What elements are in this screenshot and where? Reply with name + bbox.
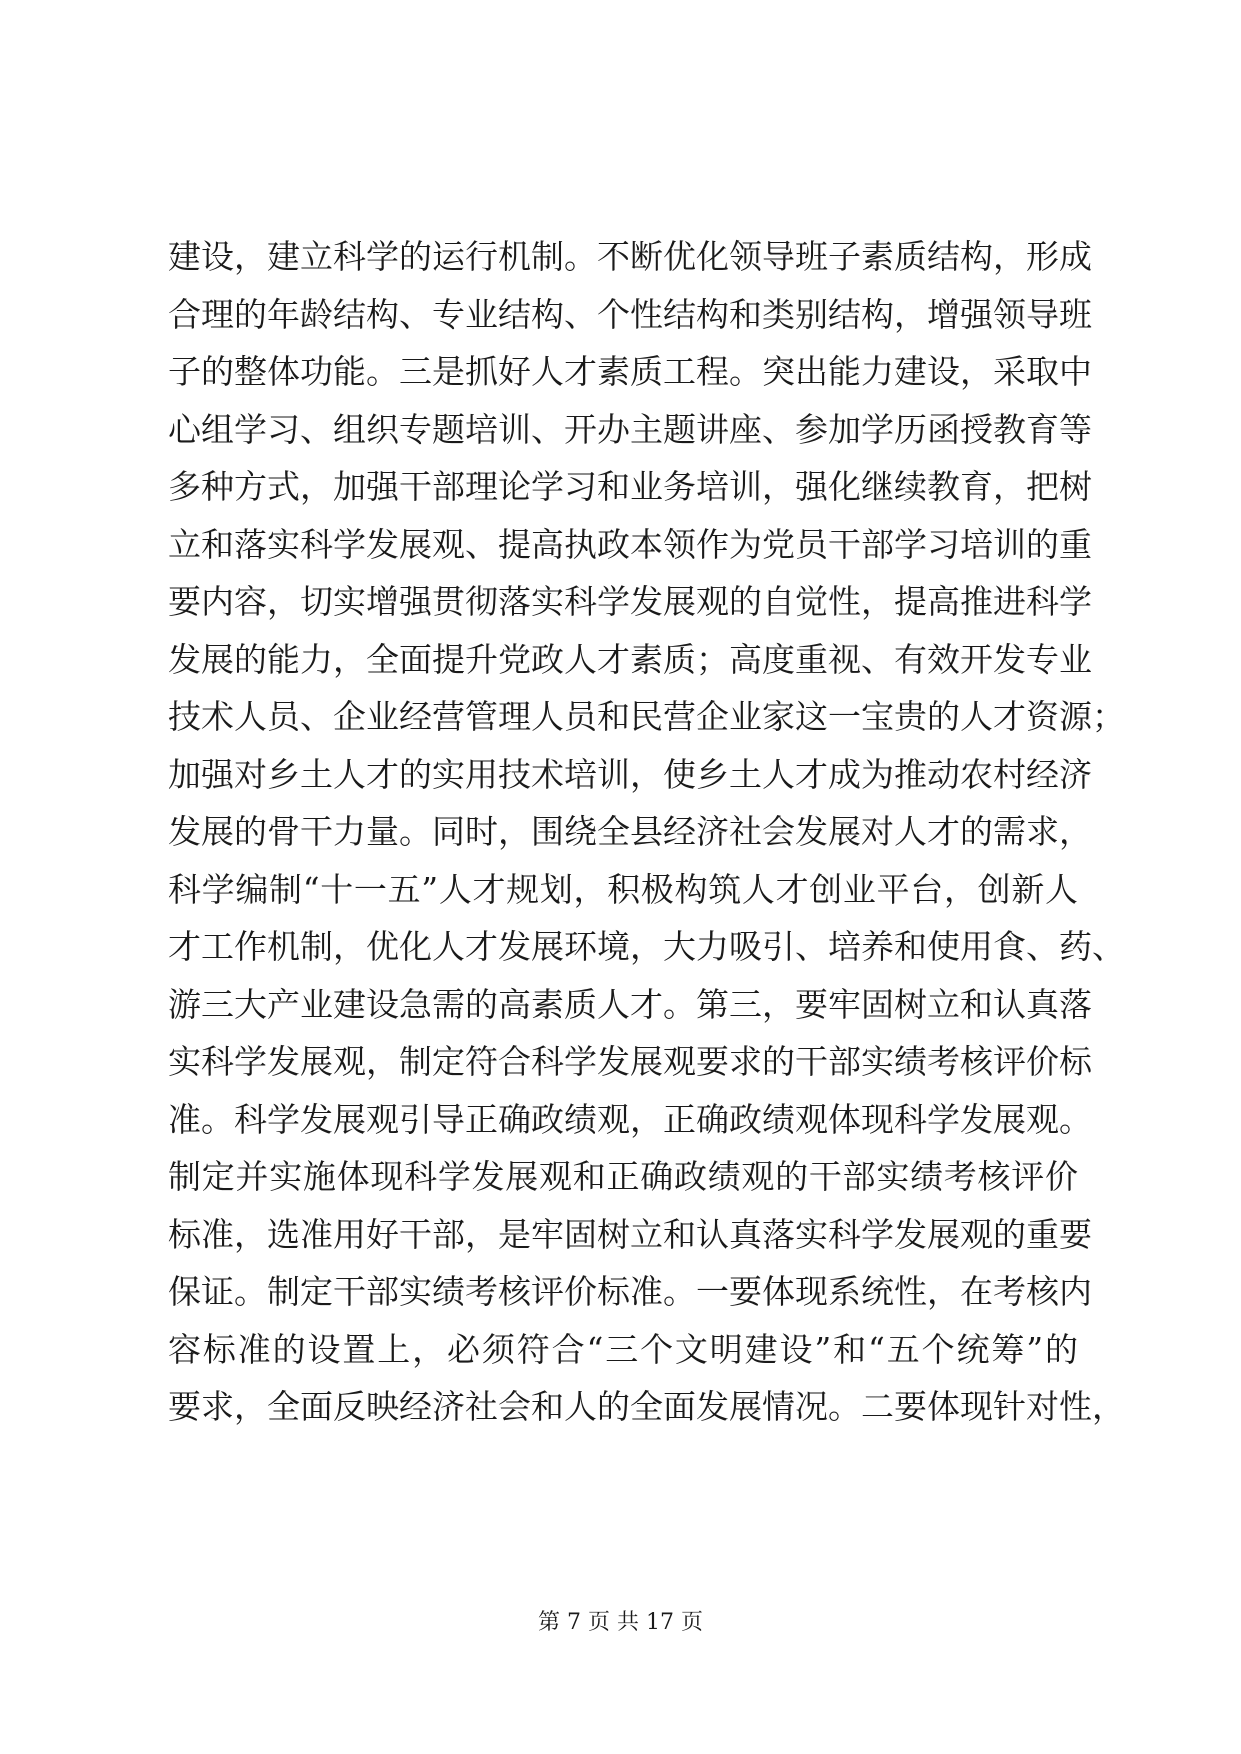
text-line: 立和落实科学发展观、提高执政本领作为党员干部学习培训的重: [168, 524, 1092, 564]
text-line: 发展的骨干力量。同时，围绕全县经济社会发展对人才的需求，: [168, 812, 1092, 851]
text-line: 实科学发展观，制定符合科学发展观要求的干部实绩考核评价标: [168, 1042, 1092, 1081]
body-text: [168, 228, 1125, 1436]
text-line: 标准，选准用好干部，是牢固树立和认真落实科学发展观的重要: [168, 1214, 1092, 1254]
page-footer: [0, 1608, 1241, 1638]
text-line: 要内容，切实增强贯彻落实科学发展观的自觉性，提高推进科学: [168, 582, 1092, 621]
text-line: 要求，全面反映经济社会和人的全面发展情况。二要体现针对性，: [168, 1387, 1125, 1426]
text-line: 心组学习、组织专题培训、开办主题讲座、参加学历函授教育等: [168, 409, 1092, 449]
page-number-label: 第 7 页 共 17 页: [538, 1610, 703, 1635]
text-line: 发展的能力，全面提升党政人才素质；高度重视、有效开发专业: [168, 639, 1092, 679]
text-line: 合理的年龄结构、专业结构、个性结构和类别结构，增强领导班: [168, 294, 1092, 334]
text-line: 准。科学发展观引导正确政绩观，正确政绩观体现科学发展观。: [168, 1099, 1092, 1139]
text-line: 加强对乡土人才的实用技术培训，使乡土人才成为推动农村经济: [168, 754, 1092, 794]
text-line: 游三大产业建设急需的高素质人才。第三，要牢固树立和认真落: [168, 984, 1092, 1024]
text-line: 技术人员、企业经营管理人员和民营企业家这一宝贵的人才资源；: [168, 697, 1125, 736]
text-line: 制定并实施体现科学发展观和正确政绩观的干部实绩考核评价: [168, 1157, 1078, 1196]
text-line: 保证。制定干部实绩考核评价标准。一要体现系统性，在考核内: [168, 1272, 1092, 1311]
text-line: 容标准的设置上，必须符合“三个文明建设”和“五个统筹”的: [168, 1329, 1078, 1369]
text-line: 子的整体功能。三是抓好人才素质工程。突出能力建设，采取中: [168, 352, 1092, 391]
text-line: 才工作机制，优化人才发展环境，大力吸引、培养和使用食、药、: [168, 927, 1125, 966]
text-line: 多种方式，加强干部理论学习和业务培训，强化继续教育，把树: [168, 467, 1092, 506]
text-line: 建设，建立科学的运行机制。不断优化领导班子素质结构，形成: [168, 237, 1092, 276]
text-line: 科学编制“十一五”人才规划，积极构筑人才创业平台，创新人: [168, 869, 1078, 909]
